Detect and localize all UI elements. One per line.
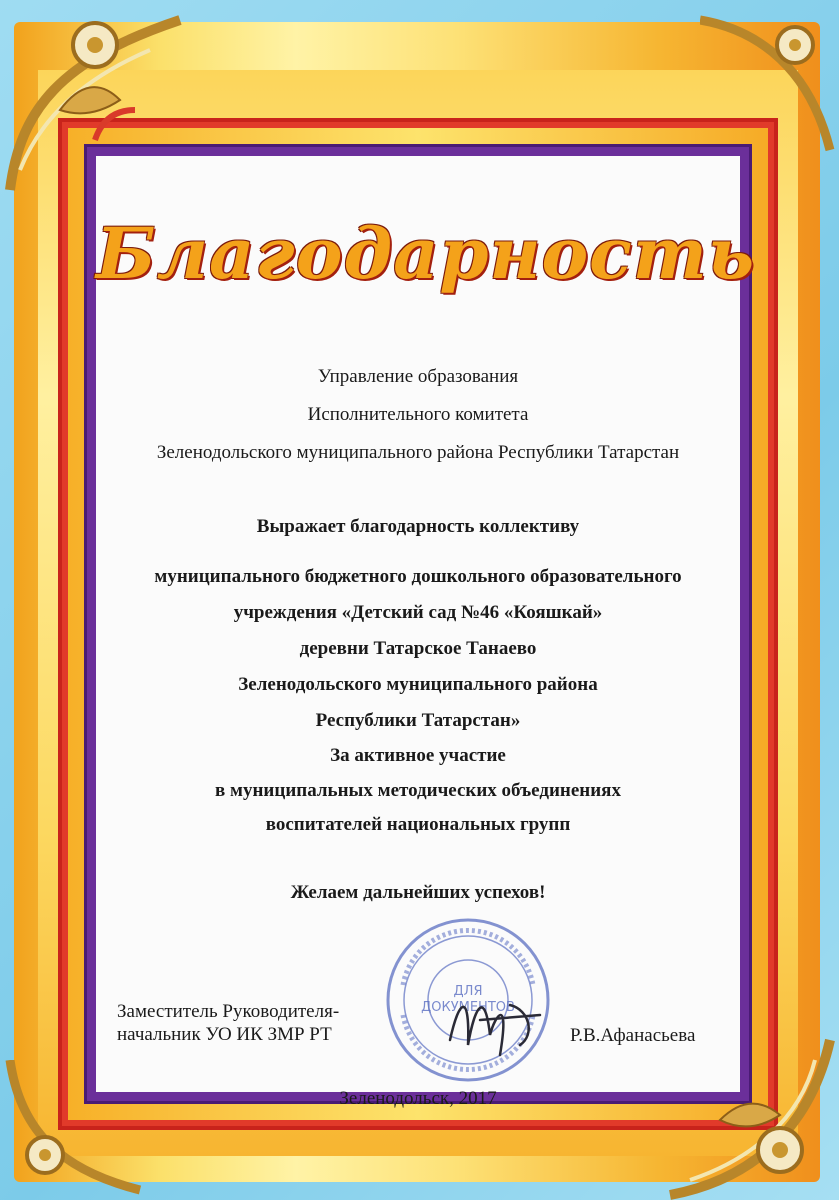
recipient-line-2: учреждения «Детский сад №46 «Кояшкай» [233, 602, 603, 623]
reason-line-1: За активное участие [330, 745, 506, 766]
signer-position [117, 1000, 339, 1046]
issuer-line-3: Зеленодольского муниципального района Республики Татарстан [156, 442, 680, 463]
gratitude-line: Выражает благодарность коллективу [256, 516, 580, 537]
corner-ornament-bottom-right [660, 1030, 839, 1200]
reason-line-3: воспитателей национальных групп [265, 814, 571, 835]
wish-line: Желаем дальнейших успехов! [290, 882, 546, 903]
signer-position-line-2: начальник УО ИК ЗМР РТ [117, 1024, 332, 1045]
corner-ornament-bottom-left [0, 1060, 150, 1200]
svg-text:ДОКУМЕНТОВ: ДОКУМЕНТОВ [421, 1000, 515, 1015]
place-date: Зеленодольск, 2017 [339, 1088, 497, 1109]
corner-ornament-top-right [700, 0, 839, 160]
reason-line-2: в муниципальных методических объединениях [215, 780, 621, 801]
issuer-line-1: Управление образования [317, 366, 519, 387]
recipient-line-3: деревни Татарское Танаево [299, 638, 537, 659]
recipient-line-5: Республики Татарстан» [315, 710, 521, 731]
signer-name: Р.В.Афанасьева [570, 1025, 696, 1046]
handwritten-signature [440, 985, 550, 1065]
corner-ornament-top-left [0, 0, 190, 200]
recipient-line-4: Зеленодольского муниципального района [238, 674, 598, 695]
certificate-title: Благодарность [96, 212, 756, 295]
issuer-line-2: Исполнительного комитета [307, 404, 529, 425]
signer-position-line-1: Заместитель Руководителя- [117, 1001, 340, 1022]
svg-text:ДЛЯ: ДЛЯ [453, 984, 483, 999]
recipient-line-1: муниципального бюджетного дошкольного образовательного [154, 566, 682, 587]
